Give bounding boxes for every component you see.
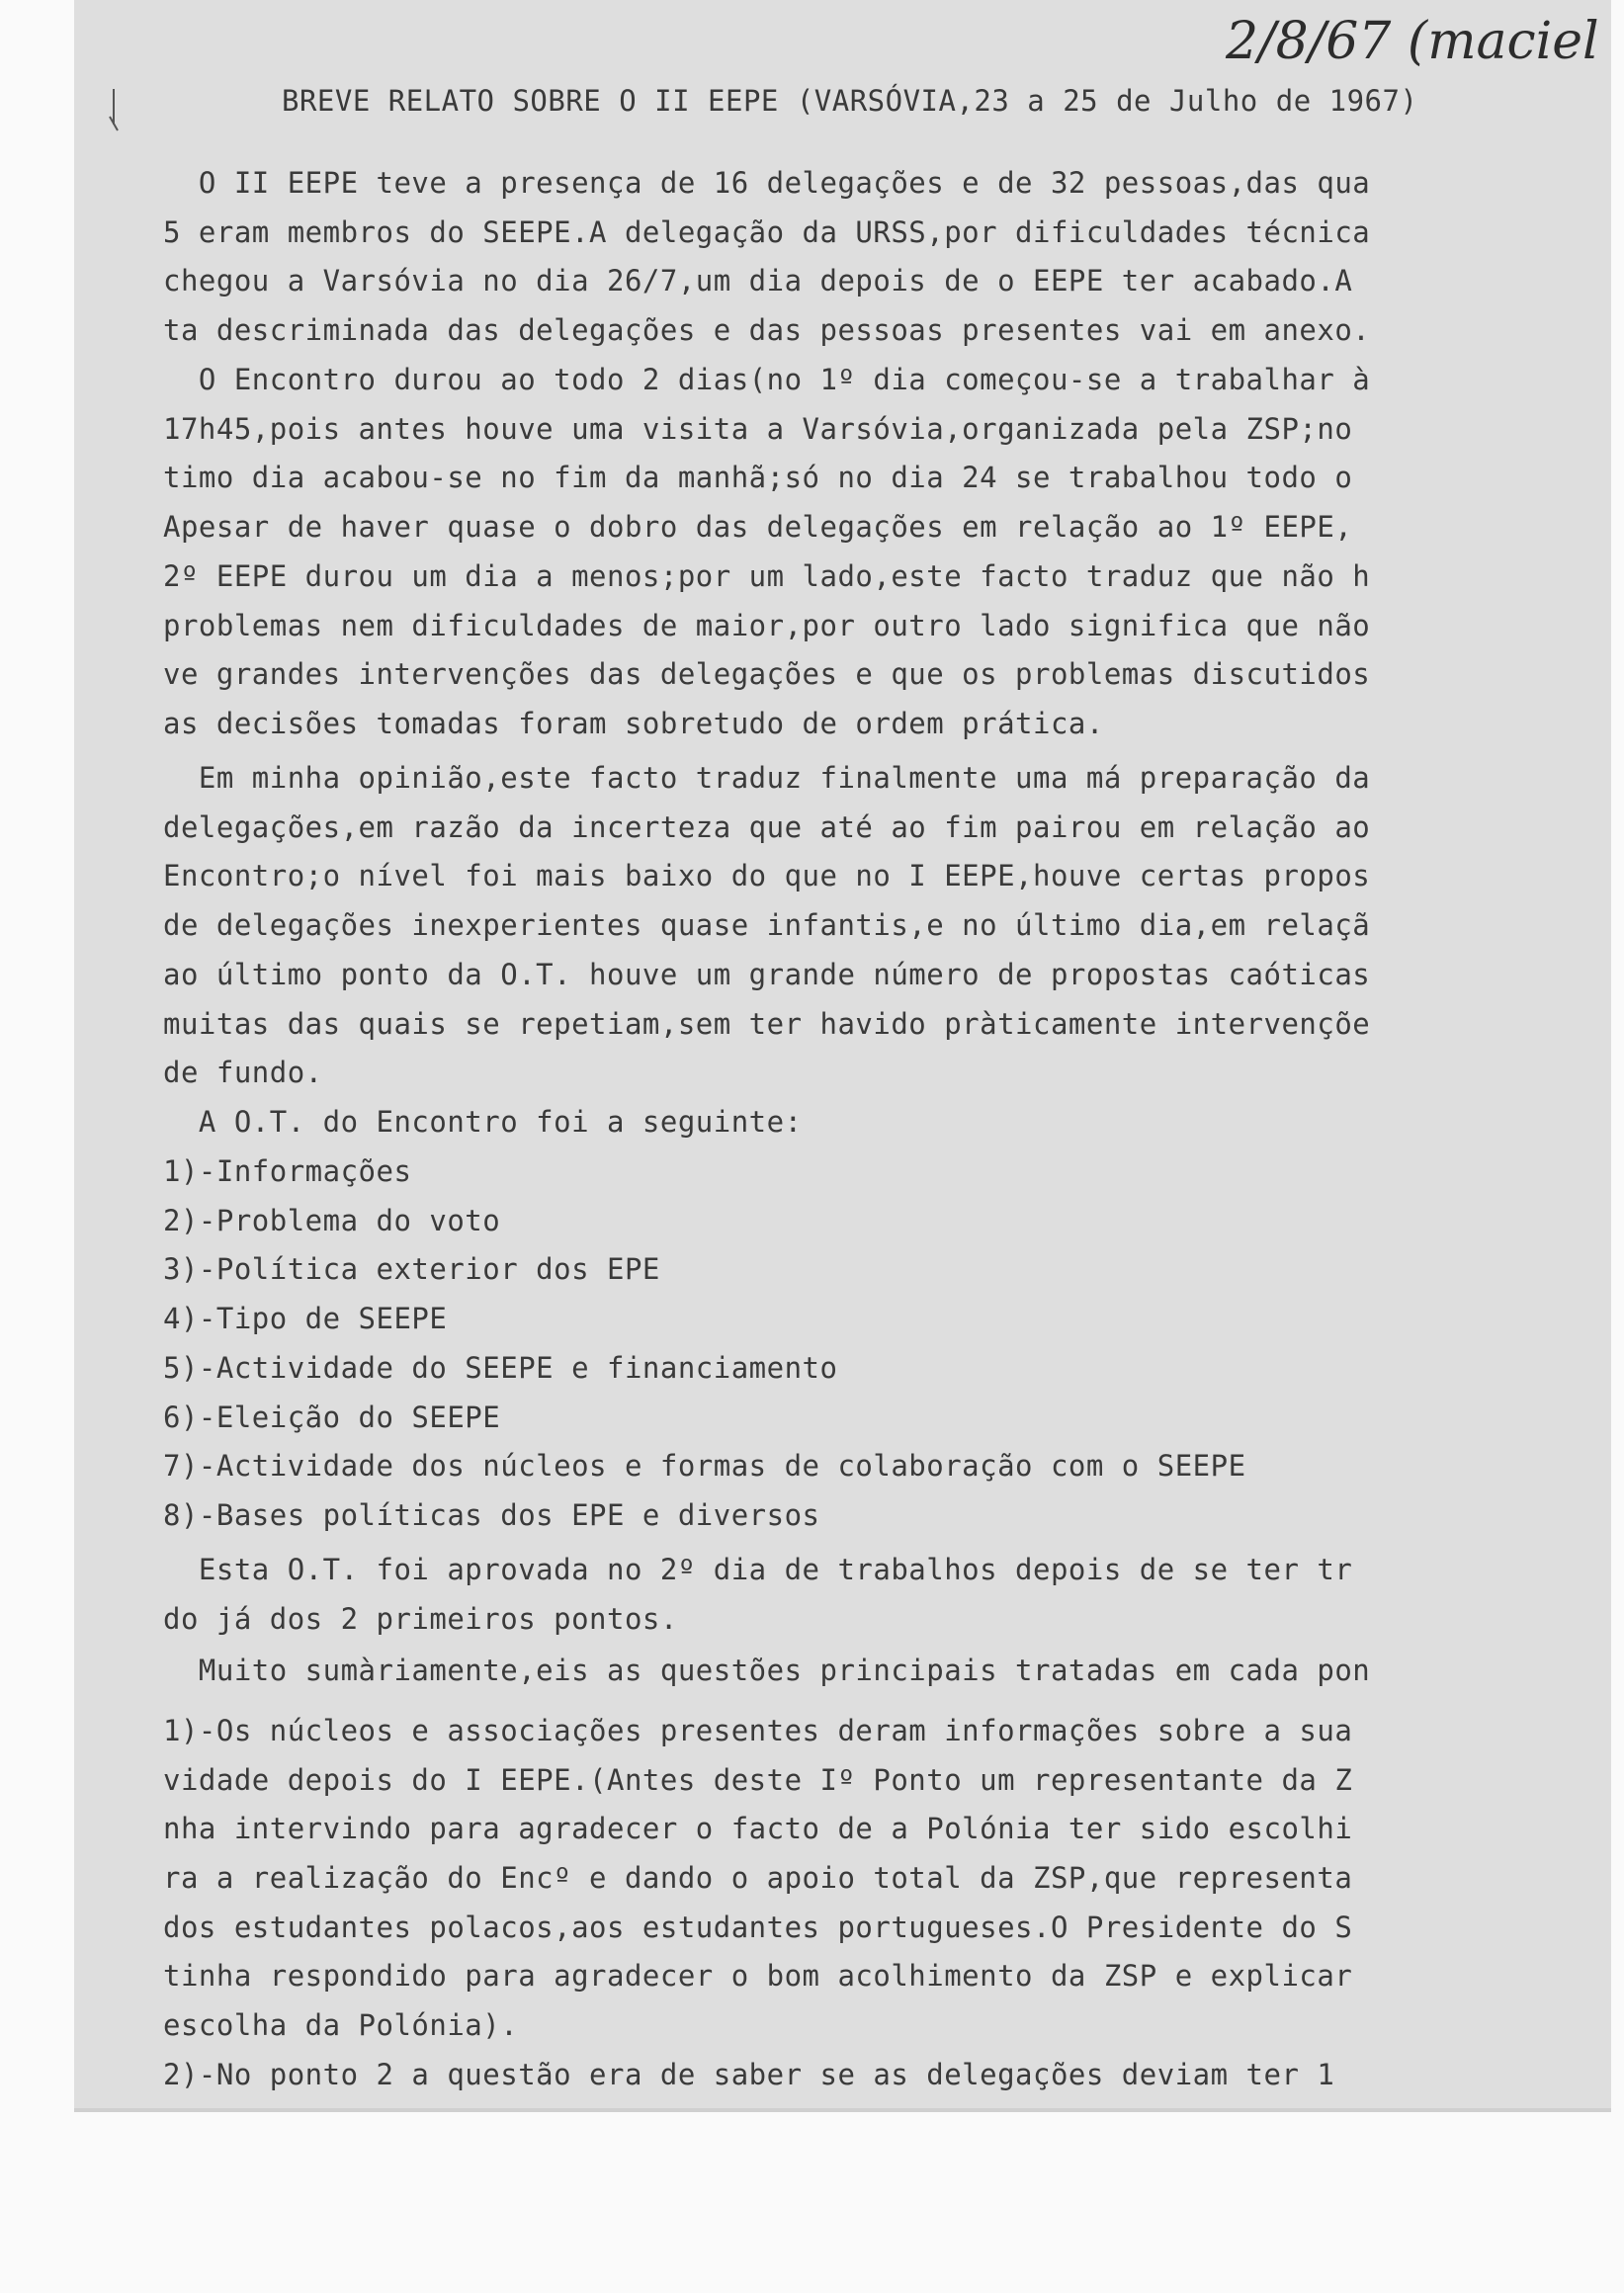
text-line: 5 eram membros do SEEPE.A delegação da URSS,por dificuldades técnica: [163, 215, 1371, 249]
text-line: Muito sumàriamente,eis as questões principais tratadas em cada pon: [163, 1654, 1371, 1687]
text-line: escolha da Polónia).: [163, 2008, 519, 2042]
text-line: do já dos 2 primeiros pontos.: [163, 1602, 678, 1636]
handwritten-date-note: 2/8/67 (maciel: [1226, 12, 1599, 71]
text-line: 1)-Os núcleos e associações presentes deram informações sobre a sua: [163, 1714, 1353, 1747]
list-item: 1)-Informações: [163, 1154, 412, 1188]
text-line: delegações,em razão da incerteza que até ao fim pairou em relação ao: [163, 810, 1371, 844]
list-item: 3)-Política exterior dos EPE: [163, 1252, 660, 1286]
list-item: 2)-Problema do voto: [163, 1204, 501, 1237]
sheet-edge: [74, 2108, 1611, 2112]
text-line: O Encontro durou ao todo 2 dias(no 1º dia começou-se a trabalhar à: [163, 363, 1371, 396]
text-line: vidade depois do I EEPE.(Antes deste Iº Ponto um representante da Z: [163, 1763, 1353, 1797]
text-line: ta descriminada das delegações e das pessoas presentes vai em anexo.: [163, 313, 1371, 347]
text-line: tinha respondido para agradecer o bom acolhimento da ZSP e explicar: [163, 1959, 1353, 1993]
text-line: chegou a Varsóvia no dia 26/7,um dia depois de o EEPE ter acabado.A: [163, 264, 1353, 297]
document-body: [163, 0, 1602, 2108]
list-item: 7)-Actividade dos núcleos e formas de colaboração com o SEEPE: [163, 1449, 1246, 1483]
document-title: BREVE RELATO SOBRE O II EEPE (VARSÓVIA,23 a 25 de Julho de 1967): [282, 84, 1418, 118]
text-line: Em minha opinião,este facto traduz finalmente uma má preparação da: [163, 761, 1371, 795]
list-item: 6)-Eleição do SEEPE: [163, 1401, 501, 1434]
text-line: muitas das quais se repetiam,sem ter havido pràticamente intervençõe: [163, 1007, 1371, 1041]
list-item: 8)-Bases políticas dos EPE e diversos: [163, 1498, 820, 1532]
text-line: 17h45,pois antes houve uma visita a Varsóvia,organizada pela ZSP;no: [163, 412, 1353, 446]
text-line: O II EEPE teve a presença de 16 delegações e de 32 pessoas,das qua: [163, 166, 1371, 200]
text-line: 2º EEPE durou um dia a menos;por um lado,este facto traduz que não h: [163, 559, 1371, 593]
list-item: 5)-Actividade do SEEPE e financiamento: [163, 1351, 838, 1385]
list-item: 4)-Tipo de SEEPE: [163, 1302, 448, 1335]
text-line: de delegações inexperientes quase infantis,e no último dia,em relaçã: [163, 908, 1371, 942]
text-line: problemas nem dificuldades de maior,por outro lado significa que não: [163, 609, 1371, 642]
text-line: A O.T. do Encontro foi a seguinte:: [163, 1105, 803, 1139]
text-line: ra a realização do Encº e dando o apoio total da ZSP,que representa: [163, 1861, 1353, 1895]
text-line: as decisões tomadas foram sobretudo de ordem prática.: [163, 707, 1104, 740]
text-line: Esta O.T. foi aprovada no 2º dia de trabalhos depois de se ter tr: [163, 1553, 1353, 1586]
text-line: ve grandes intervenções das delegações e que os problemas discutidos: [163, 657, 1371, 691]
margin-mark: [107, 87, 121, 138]
text-line: 2)-No ponto 2 a questão era de saber se as delegações deviam ter 1: [163, 2058, 1335, 2091]
text-line: Encontro;o nível foi mais baixo do que no I EEPE,houve certas propos: [163, 859, 1371, 892]
text-line: de fundo.: [163, 1056, 323, 1089]
text-line: timo dia acabou-se no fim da manhã;só no dia 24 se trabalhou todo o: [163, 461, 1353, 494]
text-line: Apesar de haver quase o dobro das delegações em relação ao 1º EEPE,: [163, 510, 1353, 544]
text-line: nha intervindo para agradecer o facto de a Polónia ter sido escolhi: [163, 1812, 1353, 1845]
text-line: ao último ponto da O.T. houve um grande número de propostas caóticas: [163, 958, 1371, 991]
text-line: dos estudantes polacos,aos estudantes portugueses.O Presidente do S: [163, 1911, 1353, 1944]
